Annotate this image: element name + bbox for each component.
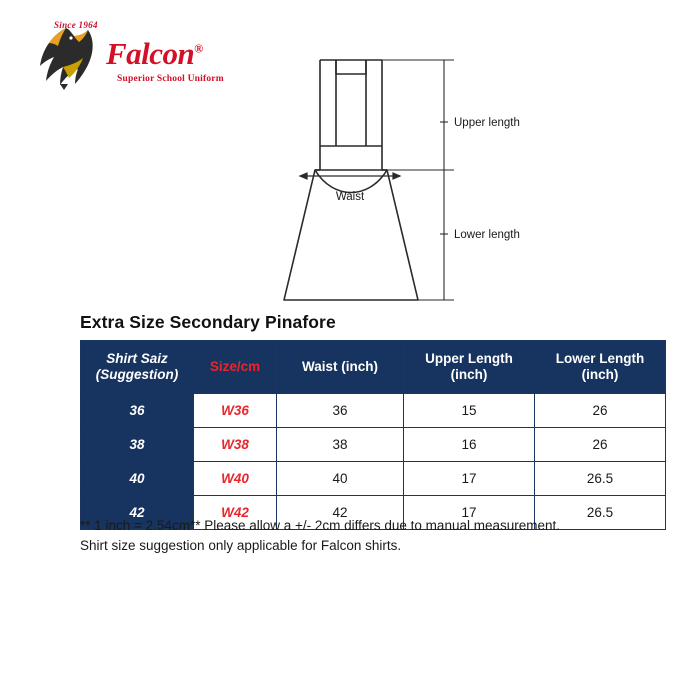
cell-waist: 38: [277, 428, 404, 462]
logo-since-text: Since 1964: [54, 20, 98, 30]
logo-tagline: Superior School Uniform: [117, 74, 224, 84]
column-header-size-cm: Size/cm: [194, 341, 277, 394]
cell-waist: 40: [277, 462, 404, 496]
cell-shirt-size: 36: [81, 394, 194, 428]
footnote-line-2: Shirt size suggestion only applicable for Falcon shirts.: [80, 538, 402, 554]
table-row: [81, 462, 666, 496]
cell-lower-length: 26: [535, 428, 666, 462]
cell-waist: 42: [277, 496, 404, 530]
cell-upper-length: 16: [404, 428, 535, 462]
cell-lower-length: 26.5: [535, 462, 666, 496]
diagram-upper-length-label: Upper length: [454, 117, 520, 129]
cell-lower-length: 26: [535, 394, 666, 428]
column-header-upper-length: [404, 341, 535, 394]
cell-shirt-size: 42: [81, 496, 194, 530]
diagram-waist-label: Waist: [335, 191, 365, 203]
column-header-shirt-size-line1: Shirt Saiz: [106, 351, 168, 367]
column-header-upper-length-line2: (inch): [450, 367, 488, 382]
cell-waist: 36: [277, 394, 404, 428]
column-header-upper-length-line1: Upper Length: [425, 351, 513, 367]
page-title: Extra Size Secondary Pinafore: [80, 312, 336, 332]
logo-wordmark: [106, 36, 203, 72]
table-header-row: [81, 341, 666, 394]
brand-logo: [22, 18, 252, 100]
column-header-waist: Waist (inch): [277, 341, 404, 394]
diagram-lower-length-label: Lower length: [454, 229, 520, 241]
logo-name-text: Falcon: [106, 36, 195, 71]
table-row: [81, 394, 666, 428]
cell-lower-length: 26.5: [535, 496, 666, 530]
cell-size-cm: W36: [194, 394, 277, 428]
column-header-shirt-size: [81, 341, 194, 394]
falcon-bird-icon: [30, 24, 102, 90]
cell-size-cm: W42: [194, 496, 277, 530]
logo-registered-mark: ®: [194, 41, 203, 56]
cell-upper-length: 17: [404, 462, 535, 496]
cell-shirt-size: 40: [81, 462, 194, 496]
cell-size-cm: W40: [194, 462, 277, 496]
size-chart-table: [80, 340, 666, 530]
column-header-lower-length-line2: (inch): [581, 367, 619, 382]
pinafore-diagram: [258, 28, 558, 308]
cell-upper-length: 17: [404, 496, 535, 530]
cell-size-cm: W38: [194, 428, 277, 462]
table-row: [81, 428, 666, 462]
cell-shirt-size: 38: [81, 428, 194, 462]
footnote-line-1: ** 1 inch = 2.54cm** Please allow a +/- 2cm differs due to manual measurement.: [80, 518, 561, 533]
table-body: [81, 394, 666, 530]
footnotes: [80, 516, 640, 557]
cell-upper-length: 15: [404, 394, 535, 428]
column-header-shirt-size-line2: (Suggestion): [95, 367, 179, 382]
column-header-lower-length: [535, 341, 666, 394]
column-header-lower-length-line1: Lower Length: [555, 351, 645, 367]
table-header: [81, 341, 666, 394]
